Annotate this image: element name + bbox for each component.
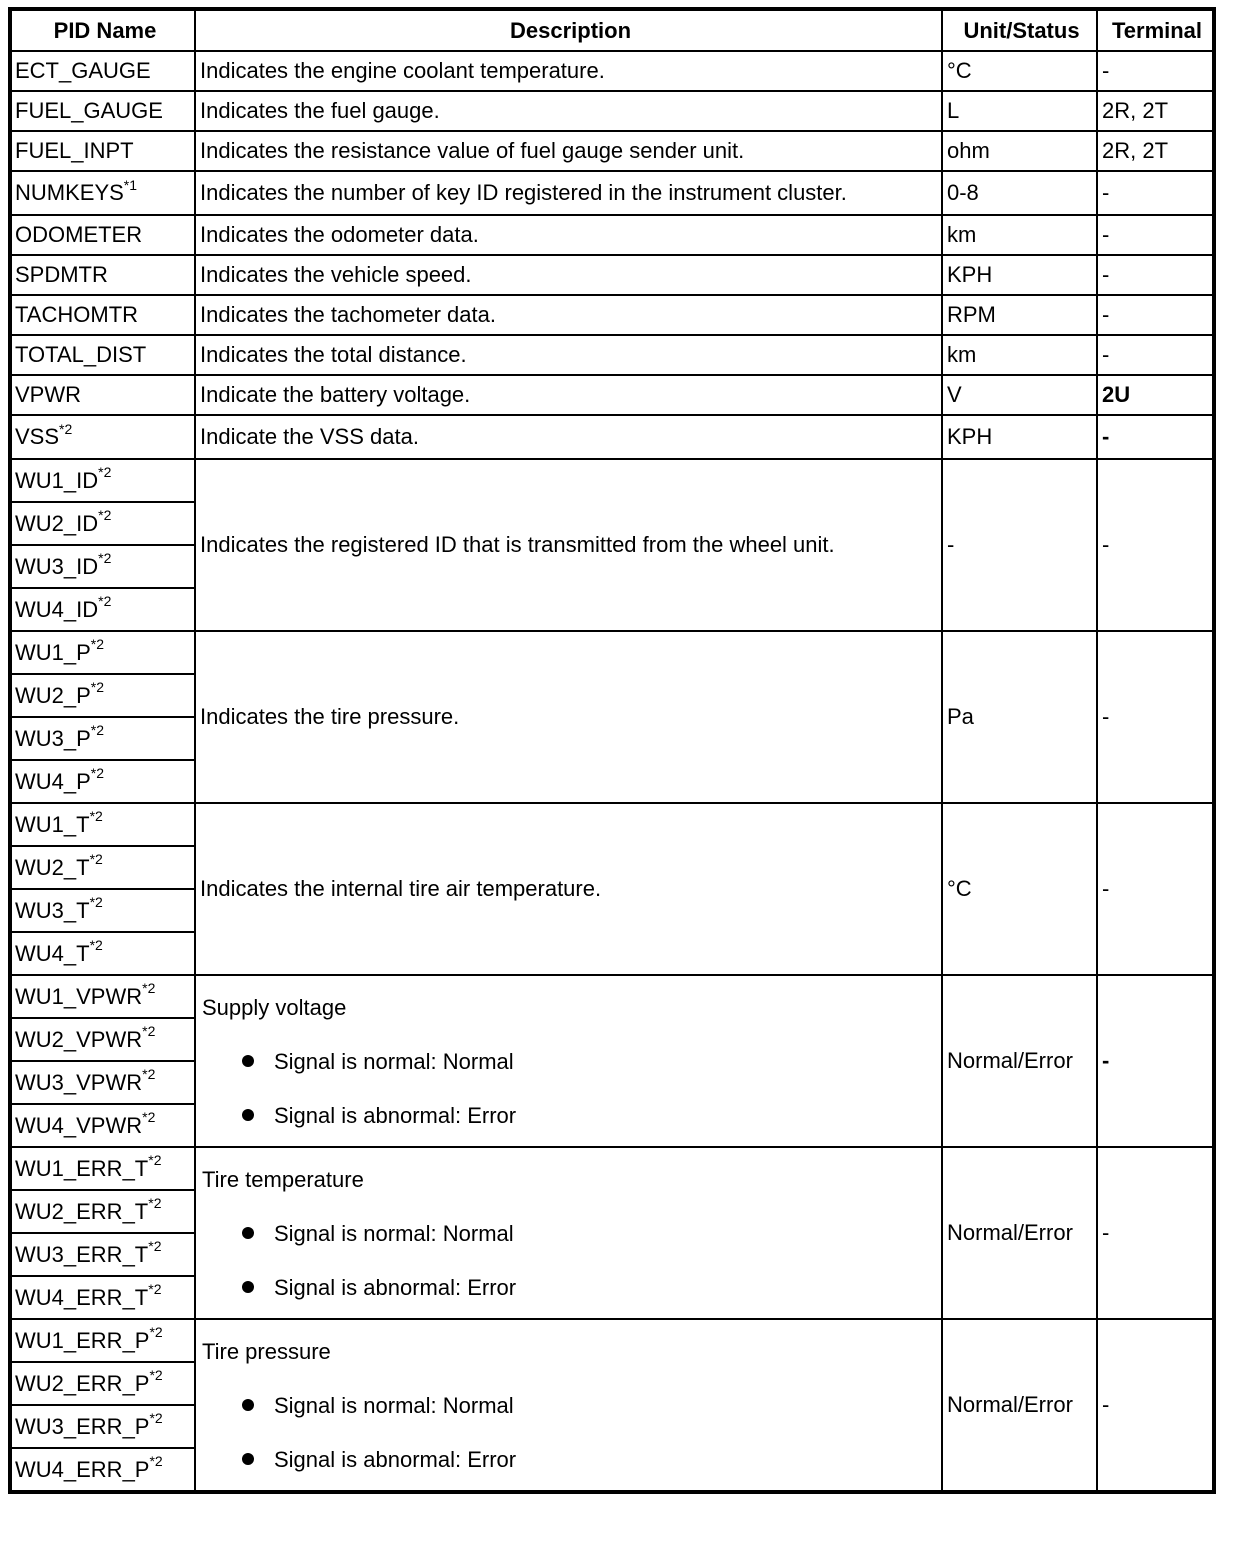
table-row (10, 415, 1214, 459)
unit-cell: km (942, 215, 1097, 255)
bullet-item: Signal is abnormal: Error (242, 1276, 941, 1300)
header-row (10, 9, 1214, 51)
terminal-cell: 2U (1097, 375, 1214, 415)
terminal-cell: - (1097, 631, 1214, 803)
footnote-marker: *2 (89, 894, 103, 911)
table-row (10, 1147, 1214, 1190)
terminal-cell: - (1097, 803, 1214, 975)
description-cell: Indicate the battery voltage. (195, 375, 942, 415)
pid-cell: $WU3\_ERR\_T^{*2}$ (10, 1233, 195, 1276)
terminal-cell: - (1097, 51, 1214, 91)
pid-cell: SPDMTR (10, 255, 195, 295)
footnote-marker: *2 (142, 980, 156, 997)
table-row (10, 631, 1214, 674)
table-row (10, 295, 1214, 335)
terminal-cell: - (1097, 1319, 1214, 1492)
pid-cell: ECT_GAUGE (10, 51, 195, 91)
unit-cell: °C (942, 803, 1097, 975)
pid-cell: $WU4\_ERR\_T^{*2}$ (10, 1276, 195, 1319)
bullet-icon (242, 1281, 254, 1293)
pid-cell: WU2_ID$^{*2}$ (10, 502, 195, 545)
header-unit-status: Unit/Status (942, 9, 1097, 51)
pid-cell: $WU2\_ERR\_P^{*2}$ (10, 1362, 195, 1405)
terminal-cell: - (1097, 335, 1214, 375)
pid-cell: $WU2\_P^{*2}$ (10, 674, 195, 717)
footnote-marker: *2 (149, 1324, 163, 1341)
unit-cell: L (942, 91, 1097, 131)
pid-cell: WU3_VPWR$^{*2}$ (10, 1061, 195, 1104)
pid-cell: WU1_ID$^{*2}$ (10, 459, 195, 502)
footnote-marker: *2 (89, 808, 103, 825)
bullet-icon (242, 1453, 254, 1465)
bullet-icon (242, 1227, 254, 1239)
header-pid-name: PID Name (10, 9, 195, 51)
pid-cell: $WU3\_P^{*2}$ (10, 717, 195, 760)
bullet-list (202, 1222, 941, 1300)
unit-cell: °C (942, 51, 1097, 91)
pid-cell: WU1_VPWR$^{*2}$ (10, 975, 195, 1018)
pid-cell: WU4_VPWR$^{*2}$ (10, 1104, 195, 1147)
unit-cell: ohm (942, 131, 1097, 171)
footnote-marker: *2 (148, 1195, 162, 1212)
table-row (10, 1319, 1214, 1362)
bullet-icon (242, 1399, 254, 1411)
footnote-marker: *2 (149, 1453, 163, 1470)
unit-cell: - (942, 459, 1097, 631)
table-row (10, 803, 1214, 846)
bullet-list (202, 1394, 941, 1472)
terminal-cell: - (1097, 975, 1214, 1147)
table-row (10, 51, 1214, 91)
pid-cell: NUMKEYS$^{*1}$ (10, 171, 195, 215)
unit-cell: Normal/Error (942, 1147, 1097, 1319)
description-cell: Indicates the number of key ID registered in the instrument cluster. (195, 171, 942, 215)
pid-cell: $WU2\_ERR\_T^{*2}$ (10, 1190, 195, 1233)
description-cell (195, 1319, 942, 1492)
unit-cell: KPH (942, 255, 1097, 295)
bullet-list (202, 1050, 941, 1128)
footnote-marker: *2 (148, 1152, 162, 1169)
description-title: Tire temperature (202, 1167, 364, 1192)
bullet-item: Signal is normal: Normal (242, 1050, 941, 1074)
description-cell: Indicates the vehicle speed. (195, 255, 942, 295)
pid-cell: $WU1\_T^{*2}$ (10, 803, 195, 846)
footnote-marker: *2 (98, 550, 112, 567)
pid-cell: $WU4\_ERR\_P^{*2}$ (10, 1448, 195, 1492)
table-row (10, 91, 1214, 131)
pid-cell: WU2_VPWR$^{*2}$ (10, 1018, 195, 1061)
description-cell: Indicates the fuel gauge. (195, 91, 942, 131)
pid-cell: FUEL_INPT (10, 131, 195, 171)
pid-cell: $WU1\_ERR\_T^{*2}$ (10, 1147, 195, 1190)
footnote-marker: *2 (59, 420, 73, 437)
description-cell: Indicates the tachometer data. (195, 295, 942, 335)
unit-cell: km (942, 335, 1097, 375)
header-description: Description (195, 9, 942, 51)
unit-cell: KPH (942, 415, 1097, 459)
description-cell: Indicate the VSS data. (195, 415, 942, 459)
description-title: Supply voltage (202, 995, 347, 1020)
pid-cell: $WU1\_ERR\_P^{*2}$ (10, 1319, 195, 1362)
footnote-marker: *2 (148, 1281, 162, 1298)
description-cell: Indicates the engine coolant temperature. (195, 51, 942, 91)
bullet-item: Signal is abnormal: Error (242, 1104, 941, 1128)
footnote-marker: *2 (142, 1066, 156, 1083)
footnote-marker: *2 (98, 593, 112, 610)
pid-cell: $WU4\_T^{*2}$ (10, 932, 195, 975)
description-cell: Indicates the tire pressure. (195, 631, 942, 803)
pid-cell: $WU2\_T^{*2}$ (10, 846, 195, 889)
description-cell: Indicates the odometer data. (195, 215, 942, 255)
terminal-cell: - (1097, 1147, 1214, 1319)
terminal-cell: - (1097, 255, 1214, 295)
footnote-marker: *2 (90, 679, 105, 696)
pid-cell: FUEL_GAUGE (10, 91, 195, 131)
bullet-item: Signal is abnormal: Error (242, 1448, 941, 1472)
description-cell (195, 975, 942, 1147)
footnote-marker: *2 (98, 464, 112, 481)
unit-cell: RPM (942, 295, 1097, 335)
footnote-marker: *2 (98, 507, 112, 524)
pid-cell: VPWR (10, 375, 195, 415)
pid-cell: $WU4\_P^{*2}$ (10, 760, 195, 803)
pid-cell: ODOMETER (10, 215, 195, 255)
footnote-marker: *2 (148, 1238, 162, 1255)
header-terminal: Terminal (1097, 9, 1214, 51)
bullet-item: Signal is normal: Normal (242, 1394, 941, 1418)
description-cell (195, 1147, 942, 1319)
footnote-marker: *2 (90, 636, 105, 653)
bullet-item: Signal is normal: Normal (242, 1222, 941, 1246)
pid-cell: TACHOMTR (10, 295, 195, 335)
footnote-marker: *2 (149, 1367, 163, 1384)
pid-cell: VSS$^{*2}$ (10, 415, 195, 459)
unit-cell: Normal/Error (942, 975, 1097, 1147)
footnote-marker: *2 (149, 1410, 163, 1427)
table-row (10, 131, 1214, 171)
footnote-marker: *2 (89, 937, 103, 954)
terminal-cell: - (1097, 295, 1214, 335)
bullet-icon (242, 1109, 254, 1121)
table-row (10, 975, 1214, 1018)
terminal-cell: - (1097, 459, 1214, 631)
table-row (10, 171, 1214, 215)
description-title: Tire pressure (202, 1339, 331, 1364)
terminal-cell: - (1097, 415, 1214, 459)
footnote-marker: *2 (90, 722, 105, 739)
description-cell: Indicates the registered ID that is transmitted from the wheel unit. (195, 459, 942, 631)
unit-cell: V (942, 375, 1097, 415)
pid-cell: WU3_ID$^{*2}$ (10, 545, 195, 588)
pid-cell: $WU3\_T^{*2}$ (10, 889, 195, 932)
pid-cell: $WU3\_ERR\_P^{*2}$ (10, 1405, 195, 1448)
table-row (10, 255, 1214, 295)
footnote-marker: *2 (89, 851, 103, 868)
pid-cell: TOTAL_DIST (10, 335, 195, 375)
footnote-marker: *2 (90, 765, 105, 782)
pid-cell: $WU1\_P^{*2}$ (10, 631, 195, 674)
table-row (10, 335, 1214, 375)
table-row (10, 215, 1214, 255)
description-cell: Indicates the internal tire air temperature. (195, 803, 942, 975)
footnote-marker: *1 (123, 176, 138, 193)
footnote-marker: *2 (142, 1023, 156, 1040)
unit-cell: Pa (942, 631, 1097, 803)
terminal-cell: - (1097, 215, 1214, 255)
pid-table (8, 7, 1216, 1494)
description-cell: Indicates the resistance value of fuel gauge sender unit. (195, 131, 942, 171)
terminal-cell: 2R, 2T (1097, 131, 1214, 171)
table-row (10, 375, 1214, 415)
footnote-marker: *2 (142, 1109, 156, 1126)
bullet-icon (242, 1055, 254, 1067)
unit-cell: 0-8 (942, 171, 1097, 215)
table-row (10, 459, 1214, 502)
description-cell: Indicates the total distance. (195, 335, 942, 375)
terminal-cell: 2R, 2T (1097, 91, 1214, 131)
pid-cell: WU4_ID$^{*2}$ (10, 588, 195, 631)
unit-cell: Normal/Error (942, 1319, 1097, 1492)
terminal-cell: - (1097, 171, 1214, 215)
